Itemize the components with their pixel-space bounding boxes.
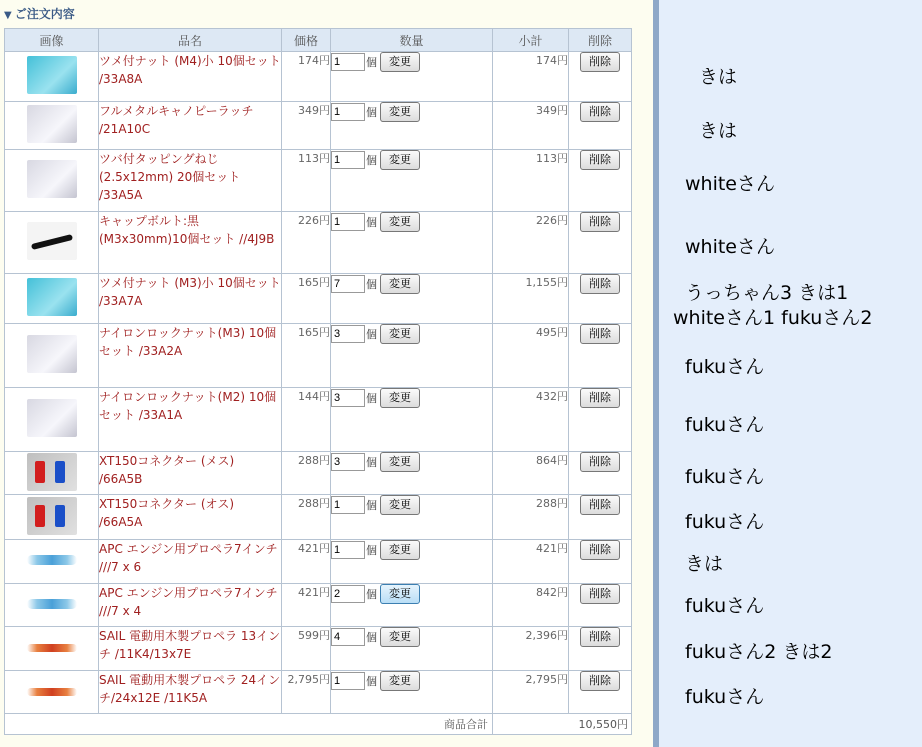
price-value: 288円 <box>282 495 331 540</box>
quantity-input[interactable] <box>331 389 365 407</box>
product-name-link[interactable]: XT150コネクター (メス) /66A5B <box>99 454 235 486</box>
product-thumbnail[interactable] <box>27 453 77 491</box>
product-name-cell <box>99 388 282 452</box>
product-thumbnail[interactable] <box>27 555 77 565</box>
product-name-cell <box>99 324 282 388</box>
total-label: 商品合計 <box>5 714 493 735</box>
quantity-cell <box>331 627 493 671</box>
product-thumbnail[interactable] <box>27 56 77 94</box>
product-image-cell <box>5 452 99 495</box>
change-button[interactable]: 変更 <box>380 671 420 691</box>
product-name-link[interactable]: APC エンジン用プロペラ7インチ ///7 x 6 <box>99 542 278 574</box>
quantity-cell <box>331 495 493 540</box>
product-image-cell <box>5 102 99 150</box>
unit-label: 個 <box>366 544 377 557</box>
delete-button[interactable]: 削除 <box>580 584 620 604</box>
unit-label: 個 <box>366 675 377 688</box>
handwritten-note: fukuさん <box>685 466 765 488</box>
section-title-text: ご注文内容 <box>14 7 75 21</box>
price-value: 288円 <box>282 452 331 495</box>
handwritten-note: うっちゃん3 きは1 <box>685 282 849 304</box>
delete-cell <box>569 52 632 102</box>
quantity-cell <box>331 274 493 324</box>
quantity-cell <box>331 452 493 495</box>
quantity-cell <box>331 52 493 102</box>
handwritten-note: きは <box>685 553 724 575</box>
delete-cell <box>569 452 632 495</box>
quantity-cell <box>331 150 493 212</box>
product-name-link[interactable]: ツメ付ナット (M4)小 10個セット /33A8A <box>99 54 281 86</box>
change-button[interactable]: 変更 <box>380 540 420 560</box>
subtotal-value: 2,396円 <box>493 627 569 671</box>
table-header-row <box>5 29 632 52</box>
product-name-link[interactable]: キャップボルト:黒 (M3x30mm)10個セット //4J9B <box>99 214 275 246</box>
column-header-delete: 削除 <box>569 29 632 52</box>
delete-cell <box>569 584 632 627</box>
price-value: 165円 <box>282 274 331 324</box>
product-image-cell <box>5 495 99 540</box>
product-thumbnail[interactable] <box>27 688 77 696</box>
change-button[interactable]: 変更 <box>380 627 420 647</box>
table-row <box>5 388 632 452</box>
change-button[interactable]: 変更 <box>380 274 420 294</box>
subtotal-value: 113円 <box>493 150 569 212</box>
handwritten-note: whiteさん <box>685 236 775 258</box>
product-name-link[interactable]: XT150コネクター (オス) /66A5A <box>99 497 235 529</box>
table-row <box>5 52 632 102</box>
quantity-input[interactable] <box>331 541 365 559</box>
delete-cell <box>569 627 632 671</box>
delete-button[interactable]: 削除 <box>580 452 620 472</box>
quantity-cell <box>331 584 493 627</box>
quantity-input[interactable] <box>331 151 365 169</box>
delete-button[interactable]: 削除 <box>580 540 620 560</box>
subtotal-value: 421円 <box>493 540 569 584</box>
delete-button[interactable]: 削除 <box>580 627 620 647</box>
table-row <box>5 540 632 584</box>
total-row <box>5 714 632 735</box>
product-name-link[interactable]: APC エンジン用プロペラ7インチ ///7 x 4 <box>99 586 278 618</box>
subtotal-value: 864円 <box>493 452 569 495</box>
table-row <box>5 274 632 324</box>
unit-label: 個 <box>366 392 377 405</box>
change-button[interactable]: 変更 <box>380 102 420 122</box>
quantity-input[interactable] <box>331 103 365 121</box>
table-row <box>5 584 632 627</box>
delete-button[interactable]: 削除 <box>580 324 620 344</box>
product-name-link[interactable]: ツバ付タッピングねじ (2.5x12mm) 20個セット /33A5A <box>99 152 241 202</box>
delete-button[interactable]: 削除 <box>580 671 620 691</box>
delete-button[interactable]: 削除 <box>580 102 620 122</box>
subtotal-value: 495円 <box>493 324 569 388</box>
unit-label: 個 <box>366 328 377 341</box>
handwritten-note: whiteさん1 fukuさん2 <box>673 307 873 329</box>
total-value: 10,550円 <box>493 714 632 735</box>
quantity-input[interactable] <box>331 453 365 471</box>
subtotal-value: 288円 <box>493 495 569 540</box>
unit-label: 個 <box>366 216 377 229</box>
delete-cell <box>569 150 632 212</box>
delete-button[interactable]: 削除 <box>580 495 620 515</box>
product-name-cell <box>99 102 282 150</box>
product-thumbnail[interactable] <box>27 497 77 535</box>
product-name-cell <box>99 671 282 714</box>
product-thumbnail[interactable] <box>27 105 77 143</box>
change-button[interactable]: 変更 <box>380 452 420 472</box>
quantity-input[interactable] <box>331 53 365 71</box>
product-image-cell <box>5 52 99 102</box>
product-name-cell <box>99 627 282 671</box>
product-image-cell <box>5 627 99 671</box>
subtotal-value: 174円 <box>493 52 569 102</box>
change-button[interactable]: 変更 <box>380 584 420 604</box>
delete-button[interactable]: 削除 <box>580 52 620 72</box>
cart-table <box>4 28 632 735</box>
quantity-input[interactable] <box>331 585 365 603</box>
handwritten-note: きは <box>699 120 738 142</box>
subtotal-value: 2,795円 <box>493 671 569 714</box>
unit-label: 個 <box>366 56 377 69</box>
product-name-link[interactable]: SAIL 電動用木製プロペラ 24インチ/24x12E /11K5A <box>99 673 281 705</box>
delete-button[interactable]: 削除 <box>580 388 620 408</box>
handwritten-note: fukuさん <box>685 595 765 617</box>
price-value: 421円 <box>282 540 331 584</box>
table-row <box>5 495 632 540</box>
change-button[interactable]: 変更 <box>380 52 420 72</box>
table-row <box>5 627 632 671</box>
quantity-input[interactable] <box>331 672 365 690</box>
delete-button[interactable]: 削除 <box>580 274 620 294</box>
product-thumbnail[interactable] <box>27 644 77 652</box>
price-value: 165円 <box>282 324 331 388</box>
handwritten-note: fukuさん <box>685 686 765 708</box>
column-header-qty: 数量 <box>331 29 493 52</box>
table-row <box>5 671 632 714</box>
quantity-cell <box>331 324 493 388</box>
table-row <box>5 150 632 212</box>
unit-label: 個 <box>366 631 377 644</box>
price-value: 349円 <box>282 102 331 150</box>
handwritten-note: fukuさん <box>685 414 765 436</box>
collapse-triangle-icon[interactable]: ▼ <box>4 10 12 21</box>
unit-label: 個 <box>366 106 377 119</box>
quantity-input[interactable] <box>331 325 365 343</box>
change-button[interactable]: 変更 <box>380 212 420 232</box>
column-header-subtotal: 小計 <box>493 29 569 52</box>
product-name-cell <box>99 274 282 324</box>
product-image-cell <box>5 274 99 324</box>
unit-label: 個 <box>366 456 377 469</box>
quantity-cell <box>331 388 493 452</box>
subtotal-value: 226円 <box>493 212 569 274</box>
product-thumbnail[interactable] <box>27 160 77 198</box>
quantity-input[interactable] <box>331 496 365 514</box>
unit-label: 個 <box>366 278 377 291</box>
handwritten-note: fukuさん2 きは2 <box>685 641 833 663</box>
handwritten-note: きは <box>699 66 738 88</box>
product-name-link[interactable]: ナイロンロックナット(M3) 10個セット /33A2A <box>99 326 277 358</box>
price-value: 174円 <box>282 52 331 102</box>
change-button[interactable]: 変更 <box>380 324 420 344</box>
delete-cell <box>569 324 632 388</box>
price-value: 421円 <box>282 584 331 627</box>
product-name-link[interactable]: SAIL 電動用木製プロペラ 13インチ /11K4/13x7E <box>99 629 281 661</box>
subtotal-value: 842円 <box>493 584 569 627</box>
handwritten-note: fukuさん <box>685 511 765 533</box>
quantity-input[interactable] <box>331 213 365 231</box>
delete-cell <box>569 495 632 540</box>
table-row <box>5 102 632 150</box>
product-thumbnail[interactable] <box>27 222 77 260</box>
product-name-link[interactable]: ツメ付ナット (M3)小 10個セット /33A7A <box>99 276 281 308</box>
product-name-cell <box>99 452 282 495</box>
product-thumbnail[interactable] <box>27 599 77 609</box>
delete-button[interactable]: 削除 <box>580 212 620 232</box>
product-image-cell <box>5 540 99 584</box>
product-thumbnail[interactable] <box>27 278 77 316</box>
delete-cell <box>569 274 632 324</box>
product-name-link[interactable]: ナイロンロックナット(M2) 10個セット /33A1A <box>99 390 277 422</box>
product-image-cell <box>5 388 99 452</box>
change-button[interactable]: 変更 <box>380 495 420 515</box>
product-image-cell <box>5 324 99 388</box>
quantity-cell <box>331 102 493 150</box>
product-image-cell <box>5 584 99 627</box>
price-value: 144円 <box>282 388 331 452</box>
table-row <box>5 212 632 274</box>
product-thumbnail[interactable] <box>27 399 77 437</box>
table-row <box>5 452 632 495</box>
delete-cell <box>569 212 632 274</box>
price-value: 113円 <box>282 150 331 212</box>
product-name-link[interactable]: フルメタルキャノピーラッチ /21A10C <box>99 104 254 136</box>
section-title <box>4 4 75 24</box>
column-header-name: 品名 <box>99 29 282 52</box>
product-name-cell <box>99 150 282 212</box>
delete-cell <box>569 388 632 452</box>
column-header-image: 画像 <box>5 29 99 52</box>
subtotal-value: 349円 <box>493 102 569 150</box>
unit-label: 個 <box>366 588 377 601</box>
quantity-cell <box>331 671 493 714</box>
notes-panel <box>659 0 922 747</box>
price-value: 226円 <box>282 212 331 274</box>
quantity-input[interactable] <box>331 275 365 293</box>
column-header-price: 価格 <box>282 29 331 52</box>
product-image-cell <box>5 150 99 212</box>
product-name-cell <box>99 212 282 274</box>
unit-label: 個 <box>366 499 377 512</box>
change-button[interactable]: 変更 <box>380 388 420 408</box>
quantity-cell <box>331 212 493 274</box>
product-name-cell <box>99 540 282 584</box>
quantity-input[interactable] <box>331 628 365 646</box>
subtotal-value: 1,155円 <box>493 274 569 324</box>
change-button[interactable]: 変更 <box>380 150 420 170</box>
product-name-cell <box>99 584 282 627</box>
delete-cell <box>569 671 632 714</box>
delete-cell <box>569 102 632 150</box>
price-value: 2,795円 <box>282 671 331 714</box>
price-value: 599円 <box>282 627 331 671</box>
product-name-cell <box>99 52 282 102</box>
handwritten-note: whiteさん <box>685 173 775 195</box>
handwritten-note: fukuさん <box>685 356 765 378</box>
quantity-cell <box>331 540 493 584</box>
product-thumbnail[interactable] <box>27 335 77 373</box>
delete-cell <box>569 540 632 584</box>
subtotal-value: 432円 <box>493 388 569 452</box>
unit-label: 個 <box>366 154 377 167</box>
product-name-cell <box>99 495 282 540</box>
table-row <box>5 324 632 388</box>
delete-button[interactable]: 削除 <box>580 150 620 170</box>
product-image-cell <box>5 671 99 714</box>
product-image-cell <box>5 212 99 274</box>
